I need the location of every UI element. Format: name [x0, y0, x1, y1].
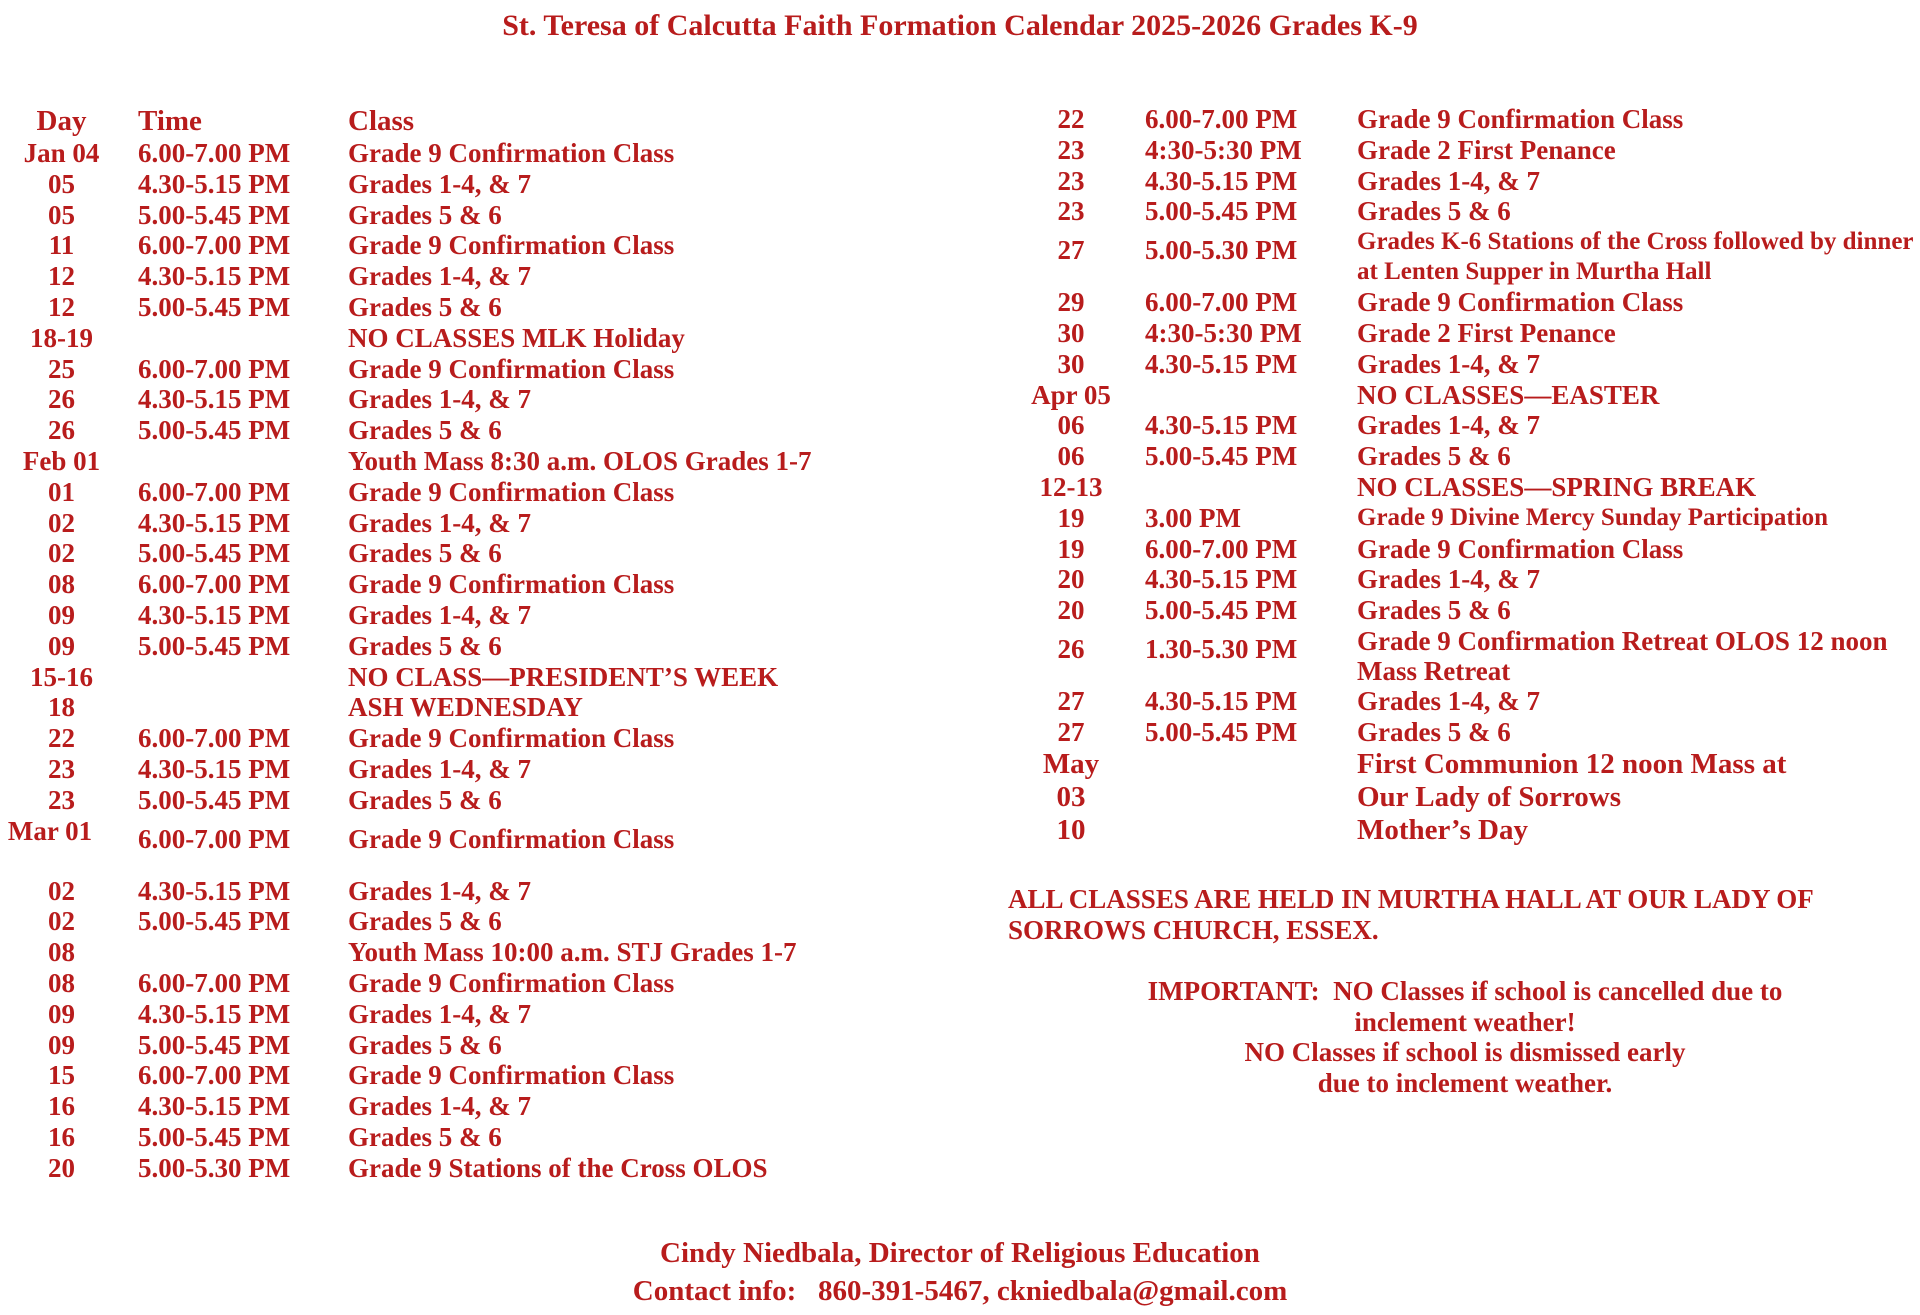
row-day: 20 — [1057, 564, 1085, 595]
row-day: 20 — [1057, 595, 1085, 626]
row-class: Mother’s Day — [1357, 813, 1528, 846]
row-time: 5.00-5.45 PM — [1145, 441, 1298, 472]
header-class: Class — [348, 105, 415, 137]
row-day: 27 — [1057, 685, 1085, 716]
row-class: Grades 5 & 6 — [348, 291, 502, 322]
row-time: 4.30-5.15 PM — [138, 507, 291, 538]
row-class: Grades 5 & 6 — [348, 784, 502, 815]
row-day: 02 — [48, 906, 75, 937]
weather-notice-line: due to inclement weather. — [1317, 1067, 1613, 1098]
row-class: Grade 9 Confirmation Class — [348, 353, 675, 384]
row-day: Mar 01 — [7, 815, 93, 846]
row-class: Grades 1-4, & 7 — [348, 599, 531, 630]
row-day: 08 — [48, 967, 75, 998]
location-notice: ALL CLASSES ARE HELD IN MURTHA HALL AT OUR LADY OF SORROWS CHURCH, ESSEX. — [1008, 884, 1813, 945]
row-class: First Communion 12 noon Mass at — [1357, 747, 1787, 780]
row-time: 5.00-5.30 PM — [1145, 235, 1298, 266]
page-title: St. Teresa of Calcutta Faith Formation Calendar 2025-2026 Grades K-9 — [502, 9, 1418, 42]
row-time: 4.30-5.15 PM — [1145, 348, 1298, 379]
row-class: Grade 9 Confirmation Retreat OLOS 12 noon Mass Retreat — [1357, 625, 1888, 686]
row-day: 29 — [1057, 287, 1085, 318]
row-class: Grades 1-4, & 7 — [348, 875, 531, 906]
row-class: Grades 5 & 6 — [348, 199, 502, 230]
row-class: Grade 2 First Penance — [1357, 134, 1616, 165]
row-time: 4.30-5.15 PM — [1145, 685, 1298, 716]
row-class: NO CLASSES MLK Holiday — [348, 322, 685, 353]
row-class: Grades 5 & 6 — [348, 538, 502, 569]
row-class: Grades 1-4, & 7 — [1357, 410, 1540, 441]
row-day: 22 — [1057, 104, 1085, 134]
row-day: 02 — [48, 507, 75, 538]
row-time: 6.00-7.00 PM — [138, 476, 291, 507]
row-day: 30 — [1057, 317, 1085, 348]
row-time: 6.00-7.00 PM — [138, 823, 291, 854]
row-day: 22 — [48, 723, 75, 754]
row-time: 5.00-5.45 PM — [138, 906, 291, 937]
row-day: Feb 01 — [22, 445, 101, 476]
row-class: Grades 1-4, & 7 — [1357, 348, 1540, 379]
row-time: 4.30-5.15 PM — [1145, 410, 1298, 441]
row-time: 6.00-7.00 PM — [1145, 533, 1298, 564]
row-class: Grades 5 & 6 — [1357, 595, 1511, 626]
row-day: 08 — [48, 937, 75, 968]
contact-info: Contact info: 860-391-5467, ckniedbala@gmail.com — [632, 1275, 1288, 1307]
row-time: 5.00-5.45 PM — [138, 784, 291, 815]
row-class: Grade 9 Confirmation Class — [348, 476, 675, 507]
row-time: 6.00-7.00 PM — [138, 1060, 291, 1091]
row-class: Grades 1-4, & 7 — [348, 261, 531, 292]
row-class: Grade 9 Divine Mercy Sunday Participation — [1357, 503, 1829, 531]
row-day: 02 — [48, 538, 75, 569]
row-day: 05 — [48, 199, 75, 230]
row-time: 4.30-5.15 PM — [138, 384, 291, 415]
row-class: Grades 5 & 6 — [348, 630, 502, 661]
row-class: Grade 9 Confirmation Class — [1357, 104, 1684, 134]
row-time: 5.00-5.45 PM — [138, 1029, 291, 1060]
row-class: Grades 1-4, & 7 — [348, 384, 531, 415]
row-time: 6.00-7.00 PM — [138, 723, 291, 754]
row-day: 09 — [48, 630, 75, 661]
row-class: Grade 9 Confirmation Class — [1357, 287, 1684, 318]
row-day: 01 — [48, 476, 75, 507]
row-class: Grades 5 & 6 — [1357, 441, 1511, 472]
row-class: Grade 9 Confirmation Class — [348, 1060, 675, 1091]
row-time: 5.00-5.45 PM — [1145, 716, 1298, 747]
row-time: 4:30-5:30 PM — [1145, 134, 1302, 165]
row-day: 23 — [1057, 134, 1085, 165]
row-class: Grades 1-4, & 7 — [348, 753, 531, 784]
row-class: Grades 5 & 6 — [348, 1029, 502, 1060]
row-day: May — [1042, 747, 1100, 780]
weather-notice — [1000, 976, 1920, 1098]
row-time: 1.30-5.30 PM — [1145, 633, 1298, 664]
row-day: 26 — [1057, 633, 1085, 664]
row-day: 02 — [48, 875, 75, 906]
weather-notice-line: NO Classes if school is dismissed early — [1244, 1037, 1686, 1067]
row-time: 5.00-5.45 PM — [1145, 595, 1298, 626]
row-class: Grade 9 Confirmation Class — [348, 230, 675, 261]
row-class: Grade 9 Confirmation Class — [348, 967, 675, 998]
row-day: 06 — [1057, 441, 1085, 472]
row-time: 6.00-7.00 PM — [138, 569, 291, 600]
row-time: 5.00-5.30 PM — [138, 1152, 291, 1183]
row-class: Grades 5 & 6 — [348, 415, 502, 446]
row-day: 20 — [48, 1152, 75, 1183]
row-time: 4.30-5.15 PM — [138, 875, 291, 906]
row-time: 4.30-5.15 PM — [1145, 564, 1298, 595]
row-class: Grades 1-4, & 7 — [348, 998, 531, 1029]
row-class: Grade 9 Stations of the Cross OLOS — [348, 1152, 768, 1183]
row-time: 3.00 PM — [1145, 502, 1241, 533]
weather-notice-line: inclement weather! — [1354, 1006, 1576, 1037]
header-time: Time — [138, 105, 202, 137]
row-day: 26 — [48, 384, 75, 415]
row-class: Grades 1-4, & 7 — [1357, 564, 1540, 595]
row-day: 10 — [1056, 813, 1086, 846]
row-class: NO CLASS—PRESIDENT’S WEEK — [348, 661, 779, 692]
row-day: 23 — [1057, 165, 1085, 196]
row-class: Grades 5 & 6 — [348, 906, 502, 937]
row-day: 23 — [48, 753, 75, 784]
row-day: 19 — [1057, 533, 1085, 564]
row-class: Grade 9 Confirmation Class — [348, 723, 675, 754]
row-class: Grade 9 Confirmation Class — [348, 138, 675, 168]
row-time: 5.00-5.45 PM — [138, 199, 291, 230]
row-time: 4.30-5.15 PM — [1145, 165, 1298, 196]
row-class: Grade 2 First Penance — [1357, 317, 1616, 348]
row-time: 6.00-7.00 PM — [1145, 104, 1298, 134]
row-day: 11 — [48, 230, 75, 261]
row-class: Grades K-6 Stations of the Cross followed by dinner at Lenten Supper in Murtha Hall — [1357, 228, 1914, 286]
row-time: 4.30-5.15 PM — [138, 599, 291, 630]
row-day: 27 — [1057, 235, 1085, 266]
row-day: 09 — [48, 998, 75, 1029]
row-day: 08 — [48, 569, 75, 600]
row-time: 5.00-5.45 PM — [138, 630, 291, 661]
row-time: 4.30-5.15 PM — [138, 1091, 291, 1122]
row-class: Grades 5 & 6 — [1357, 716, 1511, 747]
header-day: Day — [36, 105, 87, 137]
row-class: Grades 5 & 6 — [1357, 196, 1511, 227]
row-class: ASH WEDNESDAY — [348, 692, 583, 723]
row-class: Grades 1-4, & 7 — [348, 507, 531, 538]
row-class: Grade 9 Confirmation Class — [1357, 533, 1684, 564]
row-class: Youth Mass 8:30 a.m. OLOS Grades 1-7 — [348, 445, 812, 476]
row-class: Youth Mass 10:00 a.m. STJ Grades 1-7 — [348, 937, 797, 968]
row-time: 4.30-5.15 PM — [138, 753, 291, 784]
row-day: 06 — [1057, 410, 1085, 441]
row-time: 6.00-7.00 PM — [138, 353, 291, 384]
row-class: Grade 9 Confirmation Class — [348, 569, 675, 600]
row-day: 16 — [48, 1091, 75, 1122]
row-day: 19 — [1057, 502, 1085, 533]
row-day: 15-16 — [30, 661, 93, 692]
row-time: 6.00-7.00 PM — [138, 230, 291, 261]
row-day: 25 — [48, 353, 75, 384]
row-time: 5.00-5.45 PM — [1145, 196, 1298, 227]
row-day: 26 — [48, 415, 75, 446]
row-day: 12 — [48, 291, 75, 322]
director-name: Cindy Niedbala, Director of Religious Education — [660, 1237, 1260, 1269]
row-class: NO CLASSES—EASTER — [1357, 379, 1660, 410]
row-day: 23 — [48, 784, 75, 815]
row-day: 12-13 — [1039, 471, 1103, 502]
row-class: Grades 1-4, & 7 — [1357, 685, 1540, 716]
row-class: Grades 1-4, & 7 — [348, 1091, 531, 1122]
weather-notice-line: IMPORTANT: NO Classes if school is cancelled due to — [1147, 976, 1783, 1006]
row-day: 18-19 — [30, 322, 93, 353]
row-day: 12 — [48, 261, 75, 292]
row-day: 05 — [48, 168, 75, 199]
row-time: 4.30-5.15 PM — [138, 168, 291, 199]
row-day: 15 — [48, 1060, 75, 1091]
row-day: Jan 04 — [23, 138, 100, 168]
row-time: 4:30-5:30 PM — [1145, 317, 1302, 348]
row-time: 5.00-5.45 PM — [138, 291, 291, 322]
row-class: Grades 5 & 6 — [348, 1121, 502, 1152]
row-day: 16 — [48, 1121, 75, 1152]
row-time: 5.00-5.45 PM — [138, 1121, 291, 1152]
row-time: 5.00-5.45 PM — [138, 538, 291, 569]
row-class: Grades 1-4, & 7 — [1357, 165, 1540, 196]
row-time: 5.00-5.45 PM — [138, 415, 291, 446]
row-day: 03 — [1056, 780, 1086, 813]
row-time: 4.30-5.15 PM — [138, 998, 291, 1029]
row-time: 6.00-7.00 PM — [138, 967, 291, 998]
row-day: Apr 05 — [1031, 379, 1111, 410]
row-day: 18 — [48, 692, 75, 723]
row-class: Grade 9 Confirmation Class — [348, 823, 675, 854]
row-class: NO CLASSES—SPRING BREAK — [1357, 471, 1757, 502]
row-time: 6.00-7.00 PM — [1145, 287, 1298, 318]
row-time: 4.30-5.15 PM — [138, 261, 291, 292]
row-day: 09 — [48, 599, 75, 630]
row-class: Our Lady of Sorrows — [1357, 780, 1621, 813]
row-day: 27 — [1057, 716, 1085, 747]
row-time: 6.00-7.00 PM — [138, 138, 291, 168]
row-day: 30 — [1057, 348, 1085, 379]
row-day: 23 — [1057, 196, 1085, 227]
row-class: Grades 1-4, & 7 — [348, 168, 531, 199]
row-day: 09 — [48, 1029, 75, 1060]
footer-contact — [0, 1234, 1920, 1310]
